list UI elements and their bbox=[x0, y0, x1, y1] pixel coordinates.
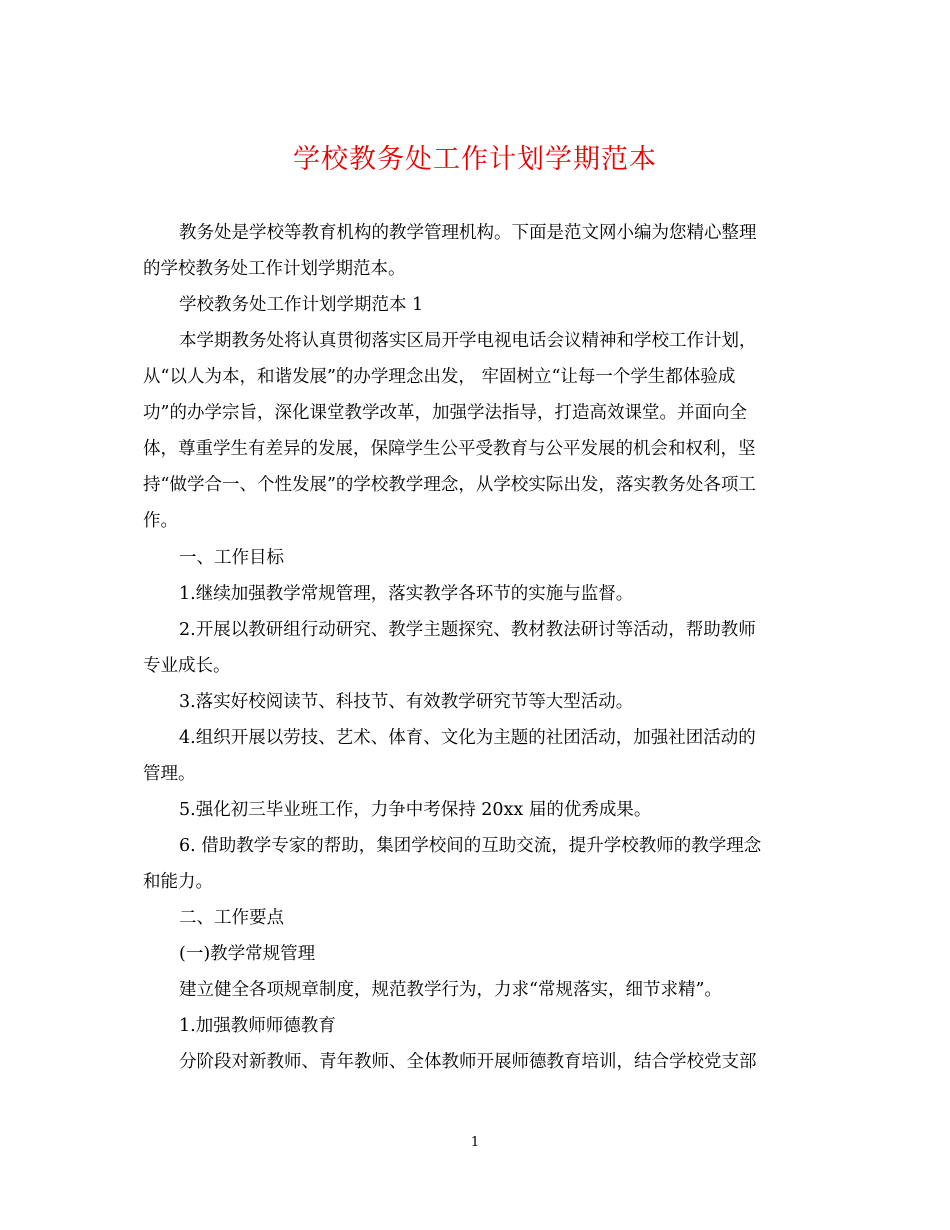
paragraph-line: 教务处是学校等教育机构的教学管理机构。下面是范文网小编为您精心整理 bbox=[179, 223, 757, 243]
paragraph-line: 专业成长。 bbox=[143, 656, 231, 676]
list-item: 6. 借助教学专家的帮助，集团学校间的互助交流，提升学校教师的教学理念 bbox=[179, 836, 762, 856]
document-title: 学校教务处工作计划学期范本 bbox=[293, 144, 657, 175]
list-item: 5.强化初三毕业班工作，力争中考保持 20xx 届的优秀成果。 bbox=[179, 800, 652, 820]
paragraph-line: 分阶段对新教师、青年教师、全体教师开展师德教育培训，结合学校党支部 bbox=[179, 1052, 757, 1072]
list-item: 1.加强教师师德教育 bbox=[179, 1016, 336, 1036]
list-item: 1.继续加强教学常规管理，落实教学各环节的实施与监督。 bbox=[179, 584, 634, 604]
section-heading: 一、工作目标 bbox=[179, 548, 284, 568]
paragraph-line: 功”的办学宗旨，深化课堂教学改革，加强学法指导，打造高效课堂。并面向全 bbox=[143, 403, 747, 423]
paragraph-line: 的学校教务处工作计划学期范本。 bbox=[143, 259, 406, 279]
list-item: 3.落实好校阅读节、科技节、有效教学研究节等大型活动。 bbox=[179, 692, 634, 712]
page-number: 1 bbox=[470, 1135, 480, 1150]
paragraph-line: 和能力。 bbox=[143, 872, 213, 892]
paragraph-line: 管理。 bbox=[143, 764, 196, 784]
paragraph-line: 体，尊重学生有差异的发展，保障学生公平受教育与公平发展的机会和权利，坚 bbox=[143, 439, 756, 459]
section-heading: 学校教务处工作计划学期范本 1 bbox=[179, 295, 424, 315]
list-item: 2.开展以教研组行动研究、教学主题探究、教材教法研讨等活动，帮助教师 bbox=[179, 620, 756, 640]
paragraph-line: 从“以人为本，和谐发展”的办学理念出发， 牢固树立“让每一个学生都体验成 bbox=[143, 367, 736, 387]
subsection-heading: (一)教学常规管理 bbox=[179, 944, 316, 964]
paragraph-line: 本学期教务处将认真贯彻落实区局开学电视电话会议精神和学校工作计划， bbox=[179, 331, 757, 351]
paragraph-line: 持“做学合一、个性发展”的学校教学理念，从学校实际出发，落实教务处各项工 bbox=[143, 475, 756, 495]
paragraph-line: 作。 bbox=[143, 511, 178, 531]
section-heading: 二、工作要点 bbox=[179, 908, 284, 928]
list-item: 4.组织开展以劳技、艺术、体育、文化为主题的社团活动，加强社团活动的 bbox=[179, 728, 756, 748]
paragraph-line: 建立健全各项规章制度，规范教学行为，力求“常规落实，细节求精”。 bbox=[179, 980, 722, 1000]
